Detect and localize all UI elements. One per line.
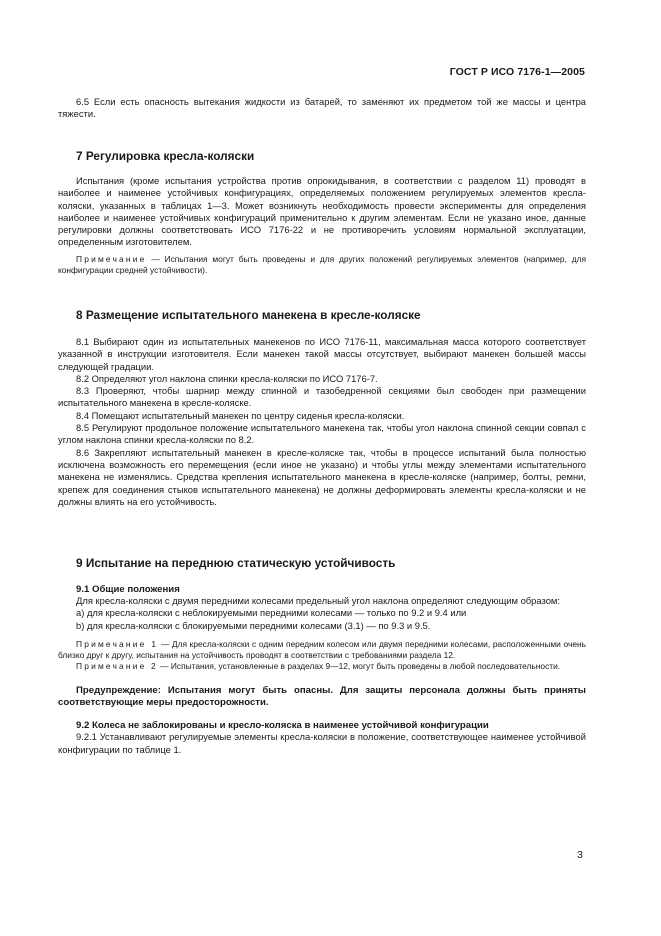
page-number: 3 (577, 849, 583, 861)
section-9 (58, 556, 586, 756)
note-label: Примечание (76, 253, 147, 264)
paragraph-8-1: 8.1 Выбирают один из испытательных манекенов по ИСО 7176-11, максимальная масса которого соответствует указанной в инструкции изготовителя. Если манекен такой массы отсутствует, выбирают манекен большей массы следующей градации. (58, 336, 586, 372)
paragraph-8-3: 8.3 Проверяют, чтобы шарнир между спинной и тазобедренной секциями был свободен при размещении испытательного манекена в кресле-коляске. (58, 385, 586, 409)
document-header: ГОСТ Р ИСО 7176-1—2005 (449, 66, 585, 78)
section-7-note (58, 254, 586, 276)
paragraph-8-2: 8.2 Определяют угол наклона спинки кресла-коляски по ИСО 7176-7. (76, 372, 378, 384)
warning-text: Предупреждение: Испытания могут быть опасны. Для защиты персонала должны быть приняты соответствующие меры предосторожности. (58, 684, 586, 708)
paragraph-8-5: 8.5 Регулируют продольное положение испытательного манекена так, чтобы угол наклона спинной секции совпал с углом наклона спинки кресла-коляски по 8.2. (58, 422, 586, 446)
subsection-9-1-title: 9.1 Общие положения (76, 584, 180, 595)
note-2-text: — Испытания, установленные в разделах 9—12, могут быть проведены в любой последовательности. (157, 661, 561, 672)
note-2-label: Примечание 2 (76, 661, 158, 672)
section-9-note-1 (58, 639, 586, 661)
list-item-b: b) для кресла-коляски с блокируемыми передними колесами (3.1) — по 9.3 и 9.5. (76, 619, 431, 631)
paragraph-8-4: 8.4 Помещают испытательный манекен по центру сиденья кресла-коляски. (76, 409, 405, 421)
section-7-body: Испытания (кроме испытания устройства против опрокидывания, в соответствии с разделом 11) проводят в наиболее и наименее устойчивых конфигурациях, определяемых положением регулируемых элементов кресла-коляски, указанных в таблицах 1—3. Может возникнуть необходимость провести эксперименты для определения наиболее и наименее устойчивых конфигураций применительно к другим элементам. Если не указано иное, данные регулировки должны соответствовать ИСО 7176-22 и не противоречить условиям нормальной эксплуатации, определенным изготовителем. (58, 175, 586, 248)
section-7-title: 7 Регулировка кресла-коляски (76, 149, 255, 163)
clause-6-5 (58, 96, 586, 121)
paragraph-6-5: 6.5 Если есть опасность вытекания жидкости из батарей, то заменяют их предметом той же массы и центра тяжести. (58, 96, 586, 120)
paragraph-9-2-1: 9.2.1 Устанавливают регулируемые элементы кресла-коляски в положение, соответствующее наименее устойчивой конфигурации по таблице 1. (58, 731, 586, 755)
note-text: — Испытания могут быть проведены и для других положений регулируемых элементов (например, для конфигурации средней устойчивости). (58, 253, 586, 275)
section-9-title: 9 Испытание на переднюю статическую устойчивость (76, 556, 396, 570)
note-1-text: — Для кресла-коляски с одним передним колесом или двумя передними колесами, расположенными очень близко друг к другу, испытания на устойчивость проводят в соответствии с требованиями раздела 12. (58, 638, 586, 661)
section-7 (58, 149, 586, 276)
section-9-note-2 (58, 661, 586, 672)
paragraph-8-6: 8.6 Закрепляют испытательный манекен в кресле-коляске так, чтобы в процессе испытаний была полностью исключена возможность его перемещения (если иное не указано) и чтобы углы между элементами испытательного манекена не изменялись. Средства крепления испытательного манекена в кресле-коляске (например, болты, ремни, крепеж для соединения стыков испытательного манекена) не должны деформировать элементы кресла-коляски и не должны влиять на его устойчивость. (58, 446, 586, 507)
section-8 (58, 308, 586, 508)
note-1-label: Примечание 1 (76, 638, 159, 649)
subsection-9-2-title: 9.2 Колеса не заблокированы и кресло-коляска в наименее устойчивой конфигурации (76, 720, 489, 732)
section-8-title: 8 Размещение испытательного манекена в кресле-коляске (76, 308, 421, 322)
section-9-intro: Для кресла-коляски с двумя передними колесами предельный угол наклона определяют следующим образом: (76, 595, 560, 606)
list-item-a: a) для кресла-коляски с неблокируемыми передними колесами — только по 9.2 и 9.4 или (76, 607, 467, 619)
